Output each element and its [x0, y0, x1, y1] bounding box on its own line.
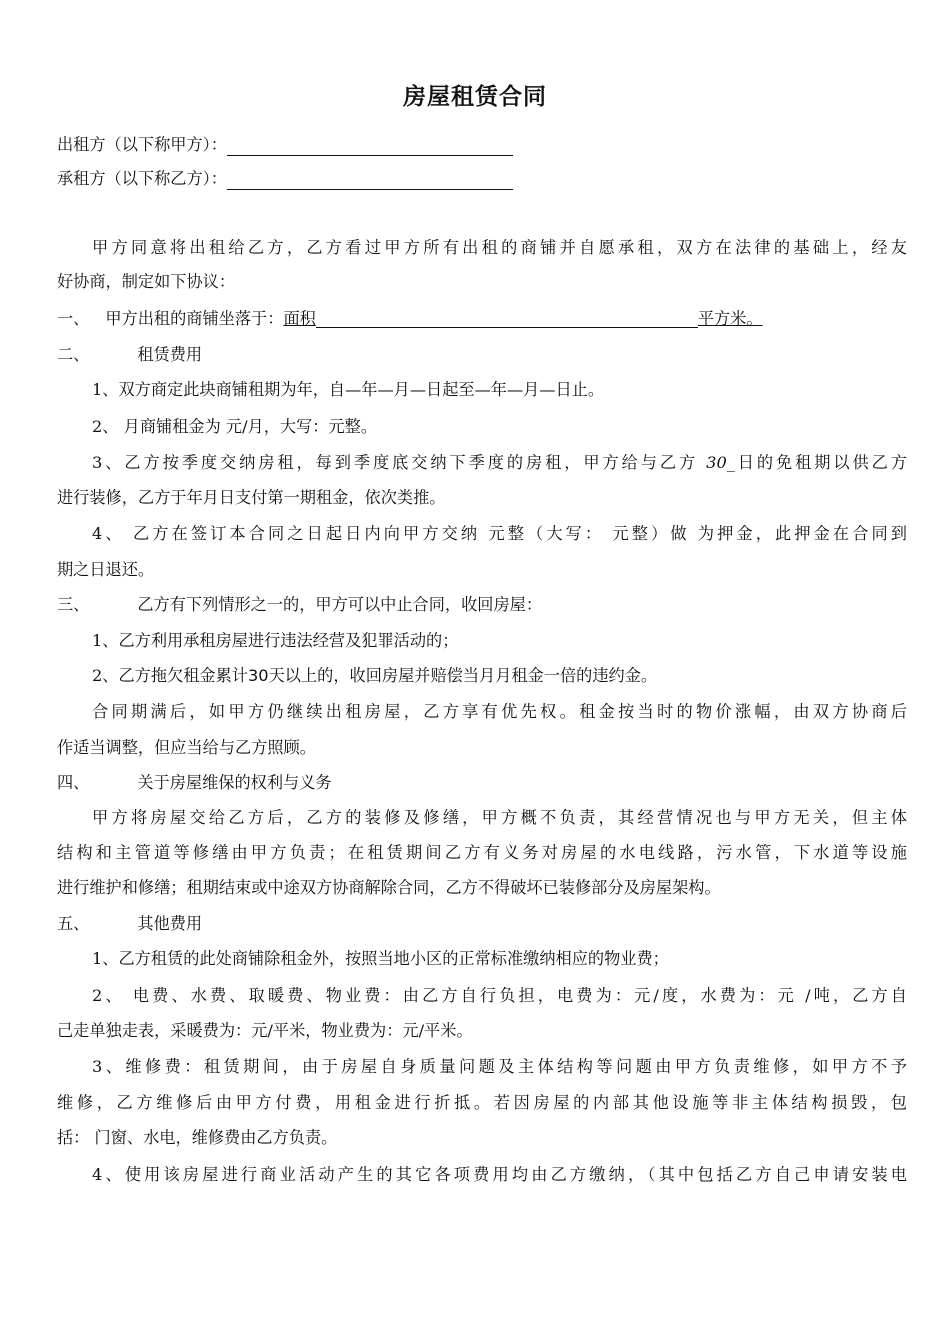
section-1-unit: 平方米。: [697, 309, 763, 328]
section-1-line: [57, 302, 907, 336]
lessor-blank[interactable]: [227, 133, 513, 156]
section-4-heading: 关于房屋维保的权利与义务: [137, 773, 332, 792]
section-2-item-3-line-2: 进行装修，乙方于年月日支付第一期租金，依次类推。: [57, 488, 446, 507]
section-3-item-2: [92, 659, 907, 693]
section-3-paragraph-line-1: 合同期满后，如甲方仍继续出租房屋，乙方享有优先权。租金按当时的物价涨幅，由双方协商后: [92, 702, 907, 721]
section-4-line-1: 甲方将房屋交给乙方后，乙方的装修及修缮，甲方概不负责，其经营情况也与甲方无关，但主体: [92, 808, 907, 827]
section-5-item-2-line-1: 2、 电费、水费、取暖费、物业费：由乙方自行负担，电费为：元/度，水费为：元 /吨，乙方自: [92, 986, 907, 1005]
section-5-item-3-line-2: 维修，乙方维修后由甲方付费，用租金进行折抵。若因房屋的内部其他设施等非主体结构损毁，包: [57, 1093, 907, 1112]
lessee-line: [57, 162, 907, 196]
lessee-blank[interactable]: [227, 167, 513, 190]
section-2-item-3-text-a: 3、乙方按季度交纳房租，每到季度底交纳下季度的房租，甲方给与乙方: [92, 453, 707, 472]
intro-line-2: 好协商，制定如下协议：: [57, 272, 236, 291]
section-3-item-1: 1、乙方利用承租房屋进行违法经营及犯罪活动的；: [92, 631, 459, 650]
section-2-item-4-line-2: 期之日退还。: [57, 560, 155, 579]
section-4-line-2: 结构和主管道等修缮由甲方负责；在租赁期间乙方有义务对房屋的水电线路，污水管，下水道等设施: [57, 843, 907, 862]
section-3-item-2-text-a: 2、乙方拖欠租金累计: [92, 666, 248, 685]
section-4-heading-line: [57, 766, 907, 800]
section-2-number: 二、: [57, 345, 90, 364]
section-5-number: 五、: [57, 914, 90, 933]
section-3-item-2-text-b: 天以上的，收回房屋并赔偿当月月租金一倍的违约金。: [268, 666, 658, 685]
section-2-heading-line: [57, 338, 907, 372]
intro-line-1: 甲方同意将出租给乙方，乙方看过甲方所有出租的商铺并自愿承租，双方在法律的基础上，经友: [92, 238, 907, 257]
section-1-number: 一、: [57, 309, 90, 328]
section-4-number: 四、: [57, 773, 90, 792]
section-5-heading: 其他费用: [137, 914, 203, 933]
section-1-text: 甲方出租的商铺坐落于：: [105, 309, 284, 328]
section-3-number: 三、: [57, 595, 90, 614]
lessor-line: [57, 128, 907, 162]
lessor-label: 出租方（以下称甲方）：: [57, 135, 227, 154]
section-1-area-blank[interactable]: [316, 309, 698, 328]
section-2-item-4-line-1: 4、 乙方在签订本合同之日起日内向甲方交纳 元整（大写： 元整）做 为押金，此押金在合同到: [92, 524, 907, 543]
section-5-item-2-line-2: 己走单独走表，采暖费为：元/平米，物业费为：元/平米。: [57, 1021, 473, 1040]
section-2-item-3-line-1: [92, 446, 907, 480]
section-3-heading: 乙方有下列情形之一的，甲方可以中止合同，收回房屋：: [137, 595, 543, 614]
section-2-item-2: 2、 月商铺租金为 元/月，大写：元整。: [92, 417, 378, 436]
section-2-heading: 租赁费用: [137, 345, 203, 364]
section-5-item-4-line-1: 4、使用该房屋进行商业活动产生的其它各项费用均由乙方缴纳，（其中包括乙方自己申请安装电: [92, 1165, 907, 1184]
section-5-item-1: 1、乙方租赁的此处商铺除租金外，按照当地小区的正常标准缴纳相应的物业费；: [92, 949, 669, 968]
section-3-heading-line: [57, 588, 907, 622]
section-2-item-3-days: 30_: [706, 453, 735, 472]
section-3-item-2-days: 30: [248, 666, 269, 685]
section-5-heading-line: [57, 907, 907, 941]
section-4-line-3: 进行维护和修缮；租期结束或中途双方协商解除合同，乙方不得破坏已装修部分及房屋架构。: [57, 878, 721, 897]
lessee-label: 承租方（以下称乙方）：: [57, 169, 227, 188]
section-2-item-1: 1、双方商定此块商铺租期为年，自—年—月—日起至—年—月—日止。: [92, 380, 605, 399]
section-5-item-3-line-3: 括： 门窗、水电，维修费由乙方负责。: [57, 1128, 338, 1147]
document-title: 房屋租赁合同: [403, 84, 547, 110]
section-5-item-3-line-1: 3、维修费：租赁期间，由于房屋自身质量问题及主体结构等问题由甲方负责维修，如甲方不予: [92, 1057, 907, 1076]
section-2-item-3-text-b: 日的免租期以供乙方: [734, 453, 907, 472]
section-3-paragraph-line-2: 作适当调整，但应当给与乙方照顾。: [57, 738, 316, 757]
section-1-area: 面积: [283, 309, 316, 328]
